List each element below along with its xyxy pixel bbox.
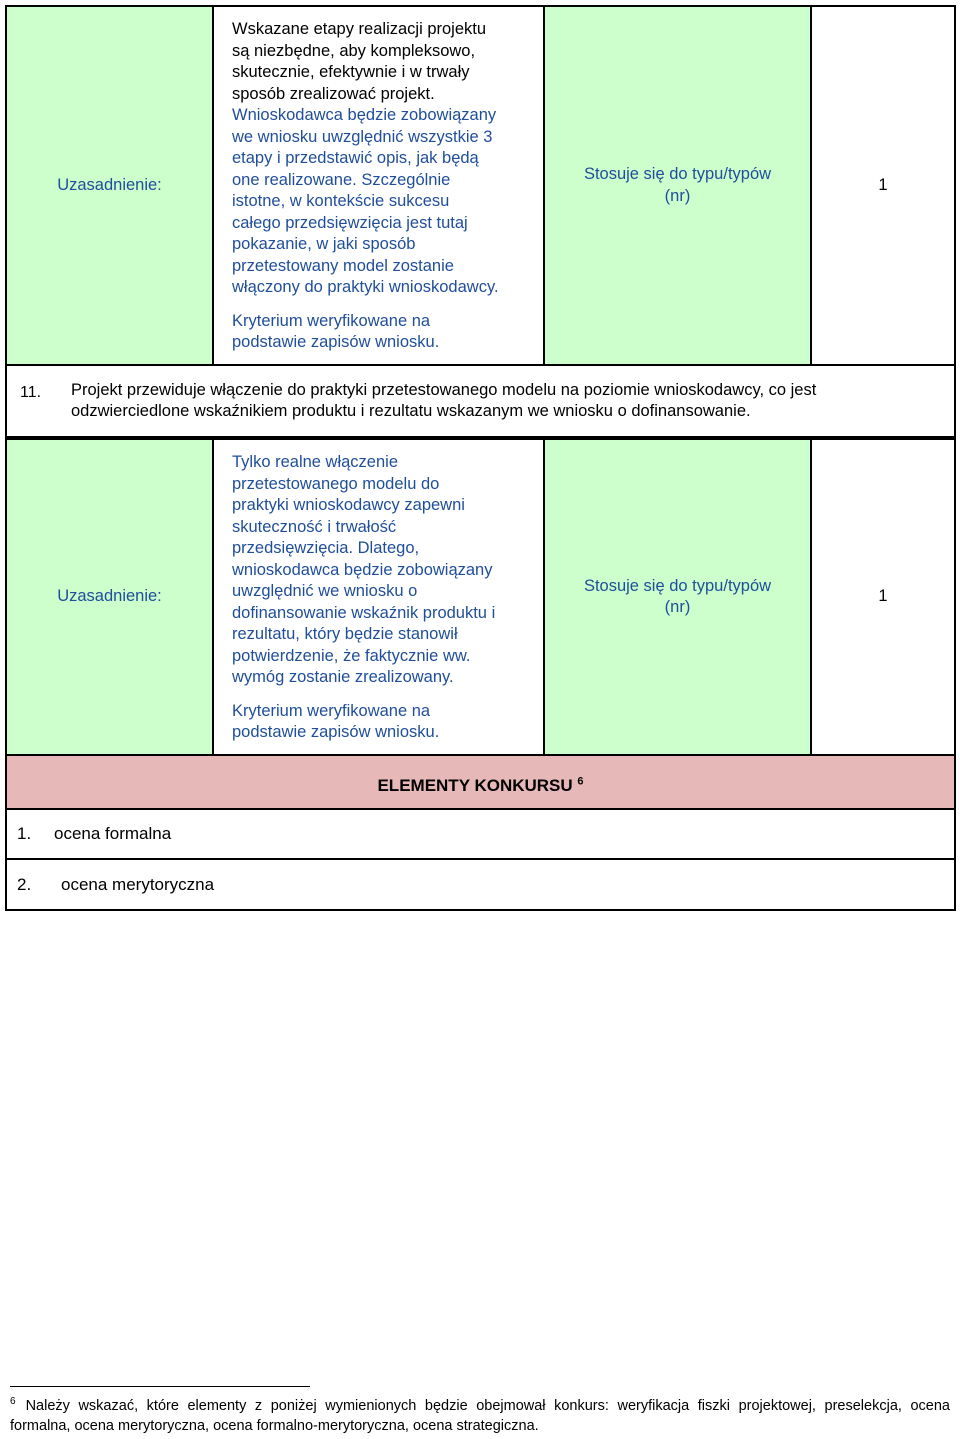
footnote-separator: [10, 1386, 310, 1387]
list-item: [5, 808, 956, 860]
item-number: 1.: [17, 824, 32, 843]
footnote-number: 6: [10, 1396, 16, 1408]
justification-label: Uzasadnienie:: [57, 175, 162, 194]
criterion-number: 11.: [20, 384, 42, 401]
criterion-value: 1: [878, 587, 888, 606]
applies-to-cell-2: [543, 438, 812, 756]
justification-label: Uzasadnienie:: [57, 587, 162, 606]
number-cell-1: [810, 5, 956, 366]
elements-heading-cell: [5, 754, 956, 810]
criterion-description: Projekt przewiduje włączenie do praktyki przetestowanego modelu na poziomie wnioskodawcy, co jest odzwierciedlone wskaźnikiem produktu i rezultatu wskazanym we wniosku o dofinansowanie.: [71, 381, 817, 420]
number-cell-2: [810, 438, 956, 756]
verification-note: Kryterium weryfikowane na podstawie zapisów wniosku.: [232, 701, 440, 741]
applies-to-text: Stosuje się do typu/typów (nr): [583, 576, 772, 616]
footnote-text: Należy wskazać, które elementy z poniżej wymienionych będzie obejmował konkurs: weryfikacja fiszki projektowej, preselekcja, ocena formalna, ocena merytoryczna, ocena formalno-merytoryczna, ocena strategiczna.: [10, 1398, 950, 1434]
list-item: [5, 858, 956, 911]
footnote-ref: 6: [577, 775, 584, 788]
criterion-value: 1: [878, 175, 888, 194]
justification-label-cell-1: [5, 5, 214, 366]
justification-text-cell-1: [212, 5, 545, 366]
item-label: ocena formalna: [54, 824, 172, 843]
justification-text: Tylko realne włączenie przetestowanego modelu do praktyki wnioskodawcy zapewni skuteczność i trwałość przedsięwzięcia. Dlatego, wnioskodawca będzie zobowiązany uwzględnić we wniosku o dofinansowanie wskaźnik produktu i rezultatu, który będzie stanowił potwierdzenie, że faktycznie ww. wymóg zostanie zrealizowany.: [232, 453, 496, 686]
justification-text: Wskazane etapy realizacji projektu są niezbędne, aby kompleksowo, skutecznie, efektywnie i w trwały sposób zrealizować projekt. Wnioskodawca będzie zobowiązany we wniosku uwzględnić wszystkie 3 etapy i przedstawić opis, jak będą one realizowane. Szczególnie istotne, w kontekście sukcesu całego przedsięwzięcia jest tutaj pokazanie, w jaki sposób przetestowany model zostanie włączony do praktyki wnioskodawcy.: [232, 20, 499, 296]
justification-text-cell-2: [212, 438, 545, 756]
justification-label-cell-2: [5, 438, 214, 756]
applies-to-cell-1: [543, 5, 812, 366]
item-label: ocena merytoryczna: [61, 875, 215, 894]
elements-heading: ELEMENTY KONKURSU $^6$: [377, 775, 584, 795]
footnote: [10, 1396, 950, 1436]
item-number: 2.: [17, 875, 32, 894]
applies-to-text: Stosuje się do typu/typów (nr): [583, 165, 772, 205]
verification-note: Kryterium weryfikowane na podstawie zapisów wniosku.: [232, 311, 440, 351]
